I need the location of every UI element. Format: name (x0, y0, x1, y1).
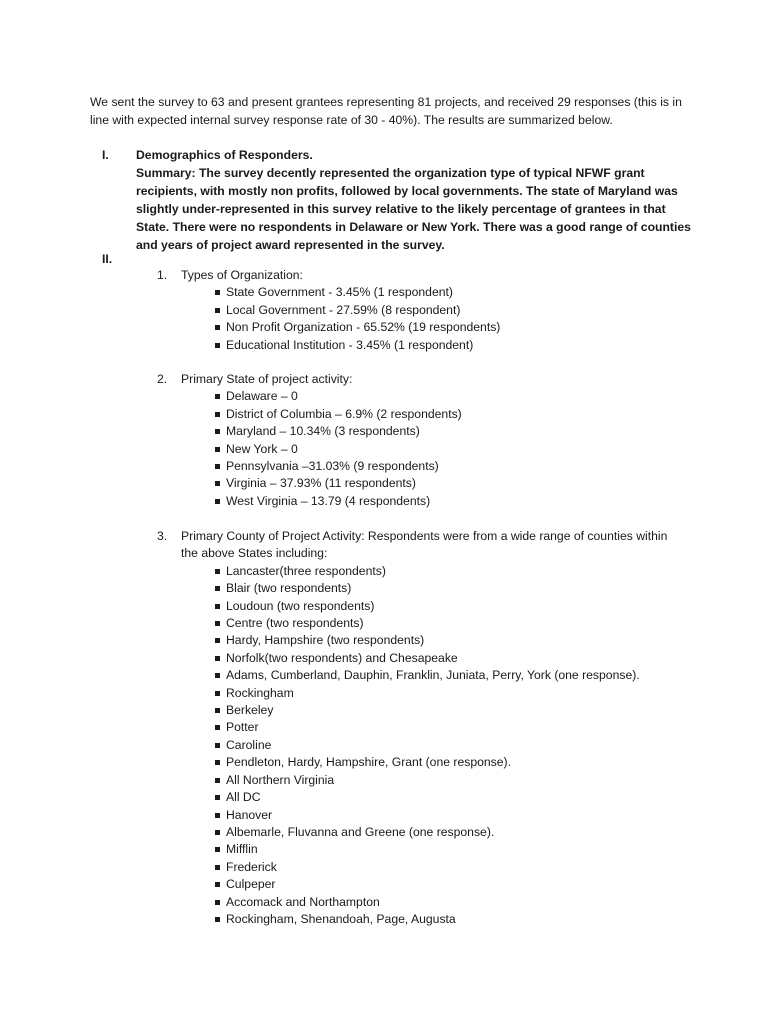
list-item: Potter (215, 719, 677, 736)
list-item: State Government - 3.45% (1 respondent) (215, 284, 677, 301)
answer-list (157, 284, 677, 354)
answer-list (157, 563, 677, 929)
intro-paragraph: We sent the survey to 63 and present grantees representing 81 projects, and received 29 responses (this is in line with expected internal survey response rate of 30 - 40%). The results are summarized below. (90, 95, 682, 127)
question-text: Primary State of project activity: (181, 372, 353, 386)
list-item: Mifflin (215, 841, 677, 858)
list-item: Non Profit Organization - 65.52% (19 respondents) (215, 319, 677, 336)
list-item: Adams, Cumberland, Dauphin, Franklin, Juniata, Perry, York (one response). (215, 667, 677, 684)
list-item: Maryland – 10.34% (3 respondents) (215, 423, 677, 440)
section-numeral: II. (102, 252, 113, 266)
question-text: Primary County of Project Activity: Respondents were from a wide range of counties within the above States including: (181, 529, 668, 561)
list-item: Hanover (215, 807, 677, 824)
list-item: Educational Institution - 3.45% (1 respondent) (215, 337, 677, 354)
list-item: Pennsylvania –31.03% (9 respondents) (215, 458, 677, 475)
answer-list (157, 388, 677, 510)
section-title: Demographics of Responders. (136, 148, 313, 162)
list-item: Berkeley (215, 702, 677, 719)
list-item: Accomack and Northampton (215, 894, 677, 911)
list-item: Rockingham (215, 685, 677, 702)
section-numeral: I. (102, 148, 109, 162)
list-item: Blair (two respondents) (215, 580, 677, 597)
list-item: Local Government - 27.59% (8 respondent) (215, 302, 677, 319)
list-item: All Northern Virginia (215, 772, 677, 789)
list-item: Culpeper (215, 876, 677, 893)
list-item: Albemarle, Fluvanna and Greene (one response). (215, 824, 677, 841)
list-item: Centre (two respondents) (215, 615, 677, 632)
list-item: All DC (215, 789, 677, 806)
list-item: New York – 0 (215, 441, 677, 458)
list-item: Loudoun (two respondents) (215, 598, 677, 615)
question-number: 2. (157, 372, 168, 386)
list-item: Delaware – 0 (215, 388, 677, 405)
list-item: District of Columbia – 6.9% (2 respondents) (215, 406, 677, 423)
list-item: Frederick (215, 859, 677, 876)
list-item: Norfolk(two respondents) and Chesapeake (215, 650, 677, 667)
question-number: 1. (157, 268, 168, 282)
list-item: Hardy, Hampshire (two respondents) (215, 632, 677, 649)
list-item: West Virginia – 13.79 (4 respondents) (215, 493, 677, 510)
list-item: Lancaster(three respondents) (215, 563, 677, 580)
list-item: Rockingham, Shenandoah, Page, Augusta (215, 911, 677, 928)
question-number: 3. (157, 529, 168, 543)
question-text: Types of Organization: (181, 268, 303, 282)
list-item: Virginia – 37.93% (11 respondents) (215, 475, 677, 492)
list-item: Pendleton, Hardy, Hampshire, Grant (one response). (215, 754, 677, 771)
section-summary: Summary: The survey decently represented the organization type of typical NFWF grant recipients, with mostly non profits, followed by local governments. The state of Maryland was slightly under-represented in this survey relative to the likely percentage of grantees in that State. There were no respondents in Delaware or New York. There was a good range of counties and years of project award represented in the survey. (136, 166, 691, 252)
question-types-of-organization (157, 267, 677, 354)
question-primary-state (157, 371, 677, 510)
question-primary-county (157, 528, 677, 928)
list-item: Caroline (215, 737, 677, 754)
